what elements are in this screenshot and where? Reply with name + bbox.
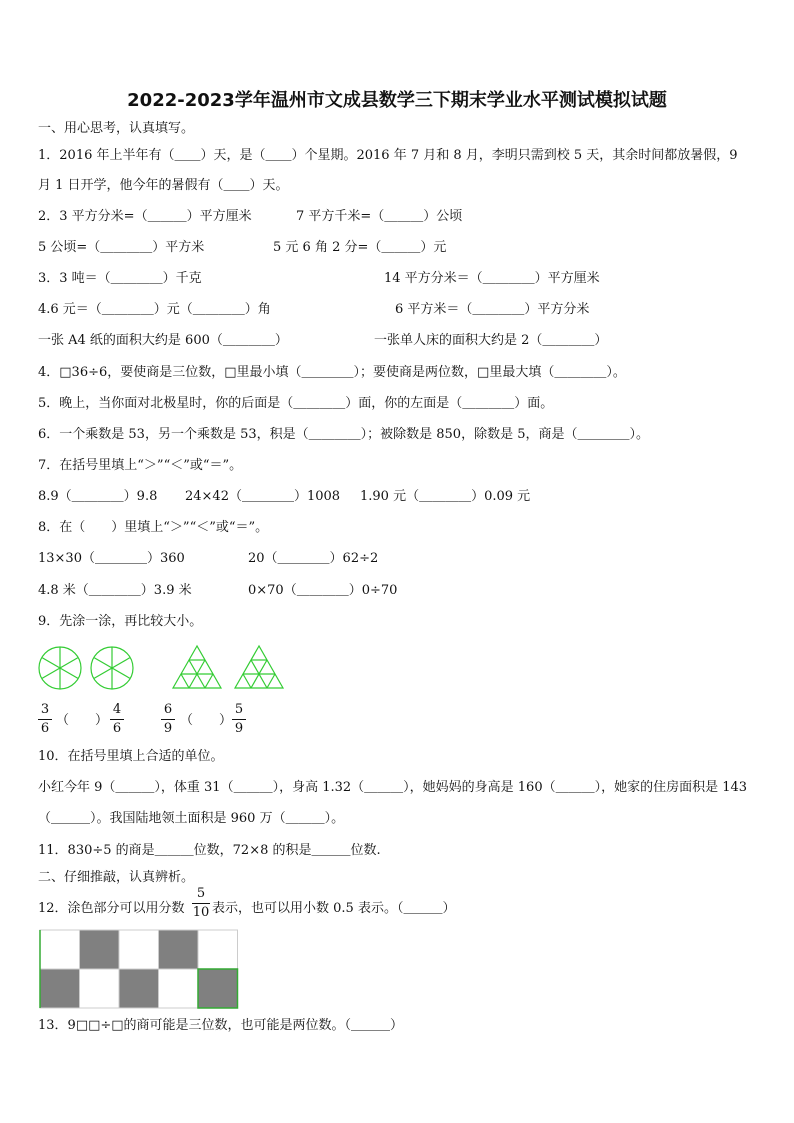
q2-a: 2．3 平方分米=（＿＿＿）平方厘米 bbox=[38, 209, 252, 224]
blank-cell bbox=[119, 930, 159, 969]
q10-line2: （＿＿＿）。我国陆地领土面积是 960 万（＿＿＿）。 bbox=[38, 811, 345, 826]
q2-d: 5 元 6 角 2 分=（＿＿＿）元 bbox=[273, 240, 447, 255]
q9-fraction-3 bbox=[161, 702, 175, 737]
fraction-4-denominator: 9 bbox=[234, 721, 244, 736]
q12-denominator: 10 bbox=[192, 905, 210, 920]
triangle-divider-line bbox=[181, 674, 189, 688]
q4: 4．□36÷6，要使商是三位数，□里最小填（＿＿＿＿）；要使商是两位数，□里最大填（＿＿＿＿）。 bbox=[38, 365, 626, 380]
q13: 13．9□□÷□的商可能是三位数，也可能是两位数。（＿＿＿） bbox=[38, 1018, 404, 1033]
shaded-cell bbox=[159, 930, 199, 969]
triangle-divider-line bbox=[267, 674, 275, 688]
q1-line1: 1．2016 年上半年有（＿＿）天，是（＿＿）个星期。2016 年 7 月和 8 月，李明只需到校 5 天，其余时间都放暑假，9 bbox=[38, 148, 738, 163]
triangle-divider-line bbox=[243, 674, 251, 688]
q10-line1: 小红今年 9（＿＿＿），体重 31（＿＿＿），身高 1.32（＿＿＿），她妈妈的身高是 160（＿＿＿），她家的住房面积是 143 bbox=[38, 780, 748, 795]
q7-c: 1.90 元（＿＿＿＿）0.09 元 bbox=[360, 489, 531, 504]
q8-b: 20（＿＿＿＿）62÷2 bbox=[248, 551, 379, 566]
q11: 11．830÷5 的商是＿＿＿位数，72×8 的积是＿＿＿位数. bbox=[38, 843, 381, 858]
q8-d: 0×70（＿＿＿＿）0÷70 bbox=[248, 583, 398, 598]
q9-fraction-2 bbox=[110, 702, 124, 737]
q5: 5．晚上，当你面对北极星时，你的后面是（＿＿＿＿）面，你的左面是（＿＿＿＿）面。 bbox=[38, 396, 554, 411]
q8-stem: 8．在（ ）里填上“＞”“＜”或“＝”。 bbox=[38, 520, 269, 535]
blank-cell bbox=[159, 969, 199, 1008]
shaded-cell bbox=[119, 969, 159, 1008]
q9-stem: 9．先涂一涂，再比较大小。 bbox=[38, 614, 203, 629]
q3-e: 一张 A4 纸的面积大约是 600（＿＿＿＿） bbox=[38, 333, 288, 348]
q7-b: 24×42（＿＿＿＿）1008 bbox=[185, 489, 341, 504]
q3-d: 6 平方米＝（＿＿＿＿）平方分米 bbox=[395, 302, 590, 317]
blank-cell bbox=[40, 930, 80, 969]
q3-f: 一张单人床的面积大约是 2（＿＿＿＿） bbox=[374, 333, 608, 348]
q6: 6．一个乘数是 53，另一个乘数是 53，积是（＿＿＿＿）；被除数是 850，除数是 5，商是（＿＿＿＿）。 bbox=[38, 427, 649, 442]
q12-fraction bbox=[192, 886, 210, 921]
fraction-3-denominator: 9 bbox=[163, 721, 173, 736]
blank-cell bbox=[198, 930, 238, 969]
q9-paren-2: （ ） bbox=[180, 713, 233, 728]
q1-line2: 月 1 日开学，他今年的暑假有（＿＿）天。 bbox=[38, 178, 289, 193]
shaded-cell bbox=[40, 969, 80, 1008]
q3-c: 4.6 元＝（＿＿＿＿）元（＿＿＿＿）角 bbox=[38, 302, 271, 317]
q8-c: 4.8 米（＿＿＿＿）3.9 米 bbox=[38, 583, 192, 598]
q12-grid bbox=[38, 928, 248, 1012]
q7-stem: 7．在括号里填上“＞”“＜”或“＝”。 bbox=[38, 458, 243, 473]
q2-c: 5 公顷=（＿＿＿＿）平方米 bbox=[38, 240, 205, 255]
page-title: 2022-2023学年温州市文成县数学三下期末学业水平测试模拟试题 bbox=[127, 90, 667, 111]
q10-stem: 10．在括号里填上合适的单位。 bbox=[38, 749, 224, 764]
fraction-2-denominator: 6 bbox=[112, 721, 122, 736]
fraction-4-numerator: 5 bbox=[234, 702, 244, 717]
shaded-cell bbox=[80, 930, 120, 969]
section-2-heading: 二、仔细推敲，认真辨析。 bbox=[38, 870, 195, 885]
fraction-1-denominator: 6 bbox=[40, 721, 50, 736]
q9-fraction-4 bbox=[232, 702, 246, 737]
triangle-divider-line bbox=[205, 674, 213, 688]
q9-fraction-1 bbox=[38, 702, 52, 737]
fraction-3-numerator: 6 bbox=[163, 702, 173, 717]
q9-paren-1: （ ） bbox=[56, 713, 109, 728]
fraction-2-numerator: 4 bbox=[112, 702, 122, 717]
section-1-heading: 一、用心思考，认真填写。 bbox=[38, 121, 195, 136]
q2-b: 7 平方千米=（＿＿＿）公顷 bbox=[296, 209, 463, 224]
q3-a: 3．3 吨＝（＿＿＿＿）千克 bbox=[38, 271, 202, 286]
q3-b: 14 平方分米＝（＿＿＿＿）平方厘米 bbox=[384, 271, 600, 286]
fraction-1-numerator: 3 bbox=[40, 702, 50, 717]
q12-numerator: 5 bbox=[196, 886, 206, 901]
q12-pre: 12．涂色部分可以用分数 bbox=[38, 901, 185, 916]
fraction-triangle-1 bbox=[173, 646, 221, 688]
shaded-cell bbox=[198, 969, 238, 1008]
q7-a: 8.9（＿＿＿＿）9.8 bbox=[38, 489, 158, 504]
q12-post: 表示，也可以用小数 0.5 表示。（＿＿＿） bbox=[212, 901, 456, 916]
q8-a: 13×30（＿＿＿＿）360 bbox=[38, 551, 185, 566]
fraction-triangle-2 bbox=[235, 646, 283, 688]
blank-cell bbox=[80, 969, 120, 1008]
